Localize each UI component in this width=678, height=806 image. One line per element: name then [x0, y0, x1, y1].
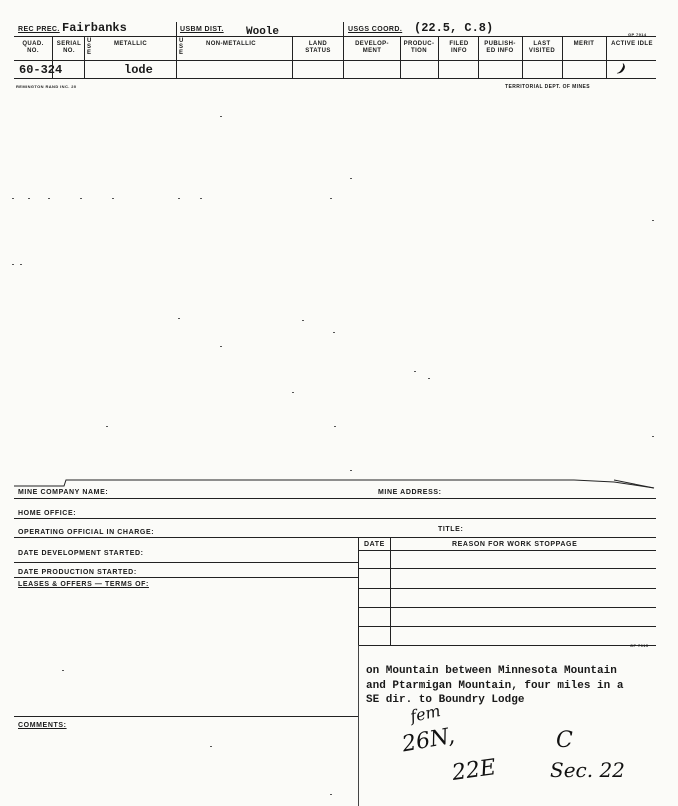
mine-address-label: MINE ADDRESS: — [378, 489, 442, 496]
usbm-dist-value: Woole — [246, 26, 280, 38]
rec-prec-value: Fairbanks — [62, 21, 127, 35]
metallic-value: lode — [124, 63, 153, 77]
handwritten-word: fem — [408, 701, 443, 726]
col-published-info: PUBLISH- ED INFO — [484, 41, 516, 54]
territorial-imprint: TERRITORIAL DEPT. OF MINES — [505, 84, 590, 90]
typed-note-line-3: SE dir. to Boundry Lodge — [366, 694, 525, 706]
col-use-nonmetallic: U S E — [179, 38, 184, 56]
usgs-coord-value: (22.5, C.8) — [414, 21, 494, 35]
col-metallic: METALLIC — [114, 41, 148, 47]
col-filed-info: FILED INFO — [449, 41, 469, 54]
form-code-bottom: GP 7915 — [630, 643, 649, 648]
handwritten-section: Sec. 22 — [550, 758, 625, 782]
form-code-top: GP 7914 — [628, 32, 647, 37]
title-label: TITLE: — [438, 526, 464, 533]
date-prod-started-label: DATE PRODUCTION STARTED: — [18, 569, 137, 576]
handwritten-range: 22E — [450, 755, 498, 786]
leases-label: LEASES & OFFERS — TERMS OF: — [18, 581, 149, 588]
comments-label: COMMENTS: — [18, 722, 67, 729]
col-production: PRODUC- TION — [403, 41, 435, 54]
col-serial-no: SERIAL NO. — [56, 41, 82, 54]
typed-note-line-2: and Ptarmigan Mountain, four miles in a — [366, 680, 624, 692]
date-col-header: DATE — [364, 541, 385, 548]
reason-col-header: REASON FOR WORK STOPPAGE — [452, 541, 578, 548]
col-last-visited: LAST VISITED — [528, 41, 556, 54]
col-use-metallic: U S E — [87, 38, 92, 56]
date-dev-started-label: DATE DEVELOPMENT STARTED: — [18, 550, 144, 557]
usbm-dist-label: USBM DIST. — [180, 26, 224, 33]
col-quad-no: QUAD. NO. — [22, 41, 44, 54]
col-land-status: LAND STATUS — [305, 41, 331, 54]
active-idle-mark: ) — [616, 61, 628, 78]
handwritten-c: C — [556, 728, 573, 753]
rec-prec-label: REC PREC. — [18, 26, 60, 33]
col-non-metallic: NON-METALLIC — [206, 41, 257, 47]
col-active-idle: ACTIVE IDLE — [611, 41, 653, 47]
operating-official-label: OPERATING OFFICIAL IN CHARGE: — [18, 529, 155, 536]
handwritten-township: 26N, — [400, 723, 457, 758]
typed-note-line-1: on Mountain between Minnesota Mountain — [366, 665, 617, 677]
quad-value: 60-324 — [19, 63, 63, 77]
col-merit: MERIT — [573, 41, 595, 47]
home-office-label: HOME OFFICE: — [18, 510, 77, 517]
usgs-coord-label: USGS COORD. — [348, 26, 403, 33]
printer-imprint: REMINGTON RAND INC. 20 — [16, 84, 77, 89]
mine-company-name-label: MINE COMPANY NAME: — [18, 489, 109, 496]
card-edge-curve — [14, 472, 656, 498]
col-development: DEVELOP- MENT — [355, 41, 389, 54]
